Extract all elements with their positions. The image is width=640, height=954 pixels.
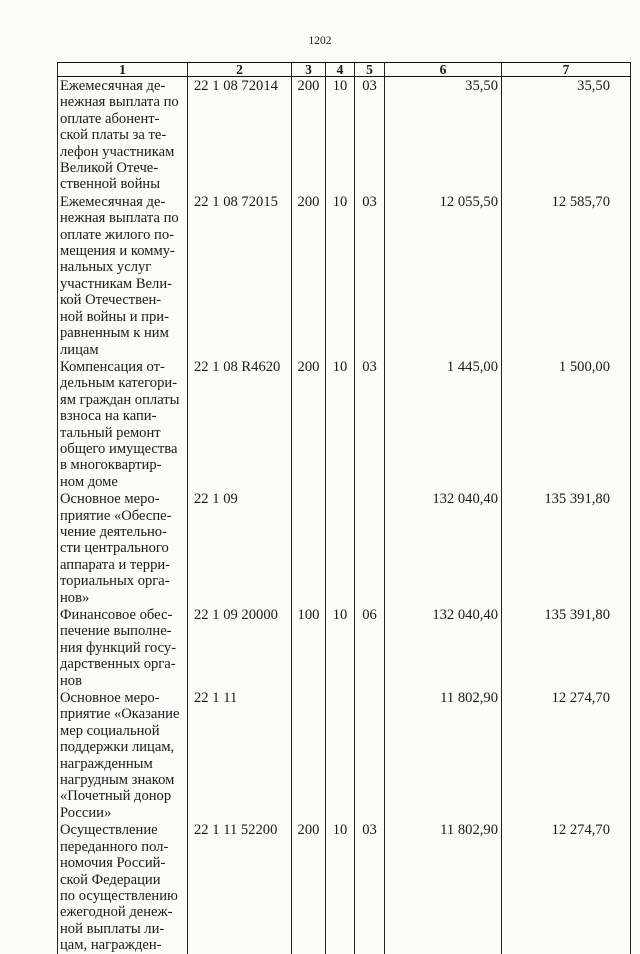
table-header-row — [58, 63, 631, 77]
row-amount-2025-cell: 12 585,70 — [502, 193, 631, 358]
row-col4-cell — [326, 490, 355, 606]
row-code-cell: 22 1 08 72014 — [188, 77, 292, 193]
row-col5-cell: 03 — [355, 358, 385, 490]
table-row — [58, 606, 631, 689]
row-amount-2025-cell: 135 391,80 — [502, 490, 631, 606]
column-header-4: 4 — [326, 63, 355, 77]
column-header-5: 5 — [355, 63, 385, 77]
column-header-2: 2 — [188, 63, 292, 77]
row-col4-cell: 10 — [326, 77, 355, 193]
row-name-cell: Основное меро- приятие «Обеспе- чение деятельно- сти центрального аппарата и терри- ториальных орга- нов» — [58, 490, 188, 606]
row-col4-cell: 10 — [326, 606, 355, 689]
row-col3-cell — [292, 689, 326, 821]
table-row — [58, 490, 631, 606]
row-col5-cell: 03 — [355, 77, 385, 193]
row-col5-cell — [355, 689, 385, 821]
row-code-cell: 22 1 11 52200 — [188, 821, 292, 953]
row-code-cell: 22 1 08 72015 — [188, 193, 292, 358]
row-amount-2025-cell: 12 274,70 — [502, 821, 631, 953]
table-row — [58, 821, 631, 953]
row-amount-2024-cell: 12 055,50 — [385, 193, 502, 358]
budget-table — [57, 62, 631, 954]
column-header-3: 3 — [292, 63, 326, 77]
row-amount-2024-cell: 1 445,00 — [385, 358, 502, 490]
table-row — [58, 193, 631, 358]
row-code-cell: 22 1 09 — [188, 490, 292, 606]
row-amount-2024-cell: 132 040,40 — [385, 606, 502, 689]
row-col4-cell — [326, 689, 355, 821]
row-name-cell: Компенсация от- дельным категори- ям граждан оплаты взноса на капи- тальный ремонт общего имущества в многоквартир- ном доме — [58, 358, 188, 490]
row-name-cell: Основное меро- приятие «Оказание мер социальной поддержки лицам, награжденным нагрудным знаком «Почетный донор России» — [58, 689, 188, 821]
row-col3-cell: 200 — [292, 358, 326, 490]
row-name-cell: Осуществление переданного пол- номочия Россий- ской Федерации по осуществлению ежегодной денеж- ной выплаты ли- цам, награжден- — [58, 821, 188, 953]
row-col3-cell: 100 — [292, 606, 326, 689]
table-row — [58, 689, 631, 821]
row-col3-cell: 200 — [292, 193, 326, 358]
row-amount-2025-cell: 35,50 — [502, 77, 631, 193]
row-code-cell: 22 1 09 20000 — [188, 606, 292, 689]
row-name-cell: Финансовое обес- печение выполне- ния функций госу- дарственных орга- нов — [58, 606, 188, 689]
column-header-1: 1 — [58, 63, 188, 77]
row-col4-cell: 10 — [326, 821, 355, 953]
column-header-7: 7 — [502, 63, 631, 77]
table-row — [58, 358, 631, 490]
row-code-cell: 22 1 08 R4620 — [188, 358, 292, 490]
row-col3-cell — [292, 490, 326, 606]
row-code-cell: 22 1 11 — [188, 689, 292, 821]
table-row — [58, 77, 631, 193]
row-col5-cell — [355, 490, 385, 606]
row-name-cell: Ежемесячная де- нежная выплата по оплате жилого по- мещения и комму- нальных услуг участникам Вели- кой Отечествен- ной войны и при- равненным к ним лицам — [58, 193, 188, 358]
row-col3-cell: 200 — [292, 77, 326, 193]
row-amount-2024-cell: 35,50 — [385, 77, 502, 193]
row-col3-cell: 200 — [292, 821, 326, 953]
row-amount-2025-cell: 12 274,70 — [502, 689, 631, 821]
row-col5-cell: 06 — [355, 606, 385, 689]
row-amount-2025-cell: 135 391,80 — [502, 606, 631, 689]
row-col4-cell: 10 — [326, 358, 355, 490]
row-amount-2024-cell: 11 802,90 — [385, 689, 502, 821]
row-amount-2025-cell: 1 500,00 — [502, 358, 631, 490]
row-col5-cell: 03 — [355, 193, 385, 358]
row-name-cell: Ежемесячная де- нежная выплата по оплате абонент- ской платы за те- лефон участникам Великой Отече- ственной войны — [58, 77, 188, 193]
row-amount-2024-cell: 11 802,90 — [385, 821, 502, 953]
row-col4-cell: 10 — [326, 193, 355, 358]
column-header-6: 6 — [385, 63, 502, 77]
row-amount-2024-cell: 132 040,40 — [385, 490, 502, 606]
page-number: 1202 — [308, 35, 332, 47]
row-col5-cell: 03 — [355, 821, 385, 953]
